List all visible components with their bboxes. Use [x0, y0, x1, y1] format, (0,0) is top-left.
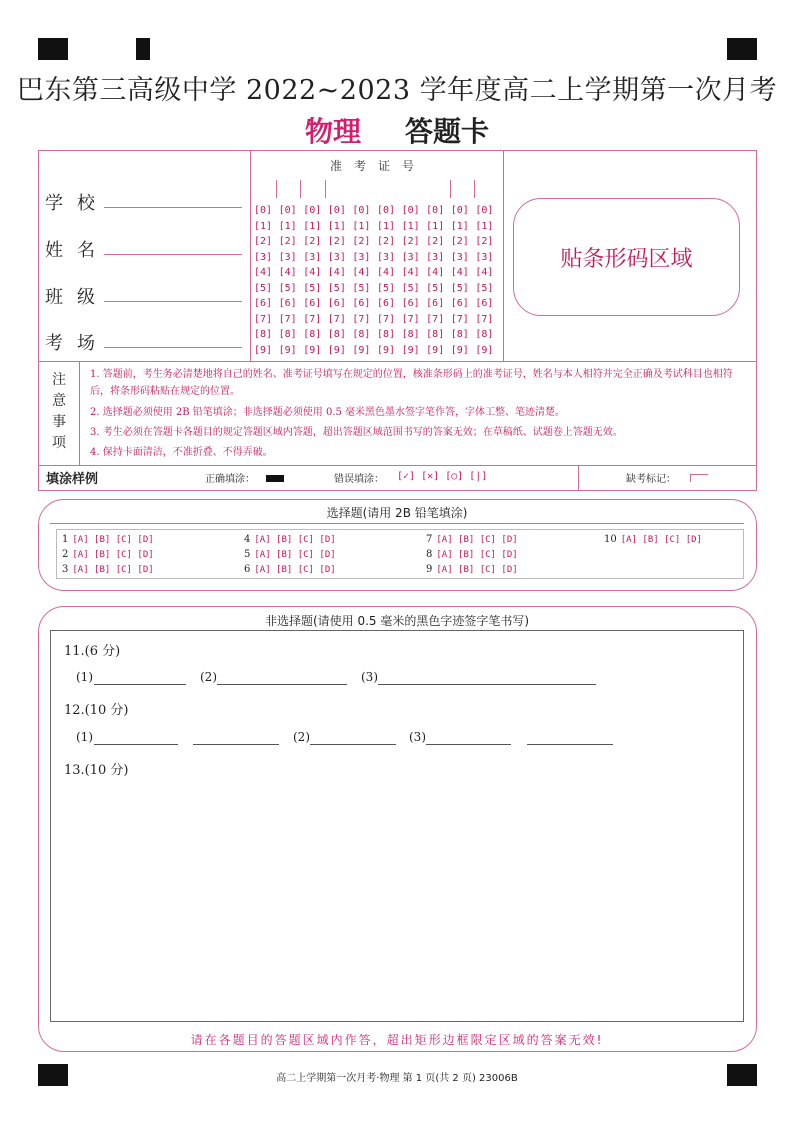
mc-answer-options[interactable]: [A] [B] [C] [D] [72, 550, 154, 560]
q11-answer-line-2[interactable] [217, 684, 347, 685]
q11-part-3: (3) [361, 670, 378, 684]
exam-id-bubble[interactable]: [9] [426, 344, 445, 356]
exam-id-bubble[interactable]: [2] [327, 236, 346, 247]
notice-item-4: 4. 保持卡面清洁，不准折叠、不得弄破。 [90, 447, 273, 458]
exam-id-bubble[interactable]: [2] [401, 236, 420, 247]
room-label: 考场 [45, 333, 109, 354]
circle-mark-icon: [○] [445, 471, 464, 482]
exam-id-bubble[interactable]: [3] [327, 251, 346, 263]
mc-answer-options[interactable]: [A] [B] [C] [D] [72, 535, 154, 545]
exam-id-bubble[interactable]: [3] [278, 251, 297, 263]
q12-answer-line-1b[interactable] [193, 744, 279, 745]
absent-divider [578, 465, 579, 491]
exam-id-bubble[interactable]: [5] [303, 282, 322, 294]
exam-id-bubble[interactable]: [7] [327, 313, 346, 325]
exam-id-bubble[interactable]: [8] [303, 329, 322, 340]
exam-id-bubble[interactable]: [0] [401, 205, 420, 216]
exam-id-bubble[interactable]: [0] [303, 205, 322, 216]
notice-heading-char: 项 [52, 435, 66, 451]
mc-question-2[interactable] [62, 549, 154, 560]
exam-id-bubble[interactable]: [8] [254, 329, 273, 340]
notice-heading-char: 意 [52, 393, 66, 409]
exam-id-bubble[interactable]: [4] [352, 267, 371, 278]
mc-question-number: 1 [62, 534, 69, 545]
mc-question-number: 6 [244, 564, 251, 575]
exam-id-bubble[interactable]: [8] [327, 329, 346, 340]
name-label: 姓名 [45, 240, 109, 261]
exam-id-bubble[interactable]: [1] [303, 220, 322, 232]
exam-id-bubble[interactable]: [0] [475, 205, 494, 216]
q12-answer-line-1a[interactable] [94, 744, 178, 745]
q12-answer-line-3a[interactable] [426, 744, 511, 745]
exam-id-bubble[interactable]: [8] [352, 329, 371, 340]
exam-id-bubble[interactable]: [6] [303, 298, 322, 309]
exam-id-bubble[interactable]: [4] [327, 267, 346, 278]
exam-id-bubble[interactable]: [2] [450, 236, 469, 247]
exam-id-bubble[interactable]: [4] [376, 267, 396, 278]
exam-id-bubble[interactable]: [9] [376, 344, 396, 356]
q12-answer-line-3b[interactable] [527, 744, 613, 745]
exam-id-bubble[interactable]: [7] [254, 313, 273, 325]
exam-id-bubble[interactable]: [7] [278, 313, 297, 325]
exam-id-bubble[interactable]: [7] [475, 313, 494, 325]
mc-question-1[interactable] [62, 534, 154, 545]
mc-question-number: 3 [62, 564, 69, 575]
exam-id-tick [276, 180, 277, 198]
exam-id-bubble[interactable]: [7] [450, 313, 469, 325]
notice-item-3: 3. 考生必须在答题卡各题目的规定答题区域内答题，超出答题区域范围书写的答案无效；在草稿纸、试题卷上答题无效。 [90, 427, 623, 438]
exam-id-bubble[interactable]: [1] [327, 220, 346, 232]
exam-id-bubble[interactable]: [5] [426, 282, 445, 294]
q11-answer-line-3[interactable] [378, 684, 596, 685]
exam-id-bubble[interactable]: [9] [254, 344, 273, 356]
exam-id-bubble[interactable]: [1] [450, 220, 469, 232]
exam-id-bubble[interactable]: [6] [426, 298, 445, 309]
exam-id-bubble[interactable]: [9] [327, 344, 346, 356]
cross-mark-icon: [✕] [421, 471, 440, 482]
mc-question-7[interactable] [426, 534, 518, 545]
exam-id-bubble[interactable]: [3] [475, 251, 494, 263]
notice-heading [48, 370, 70, 454]
exam-id-bubble[interactable]: [2] [278, 236, 297, 247]
registration-mark-top-left [38, 38, 68, 60]
exam-id-bubble[interactable]: [1] [475, 220, 494, 232]
exam-id-bubble[interactable]: [4] [426, 267, 445, 278]
exam-id-bubble[interactable]: [0] [278, 205, 297, 216]
mc-question-number: 10 [604, 534, 617, 545]
mc-question-10[interactable] [604, 534, 702, 545]
exam-id-bubble[interactable]: [6] [376, 298, 396, 309]
mc-answer-options[interactable]: [A] [B] [C] [D] [436, 535, 518, 545]
exam-id-bubble[interactable]: [0] [450, 205, 469, 216]
bar-mark-icon: [|] [469, 471, 488, 482]
name-input-line[interactable] [104, 254, 242, 255]
exam-id-bubble[interactable]: [3] [401, 251, 420, 263]
fill-example-divider [38, 465, 757, 466]
exam-id-bubble[interactable]: [0] [376, 205, 396, 216]
q11-part-2: (2) [200, 670, 217, 684]
exam-id-bubble[interactable]: [5] [376, 282, 396, 294]
exam-id-bubble[interactable]: [6] [475, 298, 494, 309]
exam-id-tick [450, 180, 451, 198]
exam-id-bubble[interactable]: [0] [426, 205, 445, 216]
exam-id-bubble[interactable]: [5] [352, 282, 371, 294]
exam-id-bubble[interactable]: [8] [401, 329, 420, 340]
q11-answer-line-1[interactable] [94, 684, 186, 685]
q12-part-1: (1) [76, 730, 93, 744]
mc-question-9[interactable] [426, 564, 518, 575]
exam-id-bubble[interactable]: [6] [450, 298, 469, 309]
question-11-label: 11.(6 分) [64, 644, 121, 659]
exam-id-bubble[interactable]: [7] [426, 313, 445, 325]
mc-question-number: 9 [426, 564, 433, 575]
class-label: 班级 [45, 287, 109, 308]
exam-id-bubble[interactable]: [2] [352, 236, 371, 247]
notice-heading-char: 注 [52, 372, 66, 388]
exam-id-bubble-grid[interactable] [254, 205, 500, 360]
exam-id-bubble[interactable]: [3] [376, 251, 396, 263]
mc-title-rule [50, 523, 744, 524]
absent-mark-box[interactable] [690, 474, 708, 482]
exam-id-bubble[interactable]: [4] [475, 267, 494, 278]
mc-question-number: 2 [62, 549, 69, 560]
exam-id-bubble[interactable]: [3] [352, 251, 371, 263]
question-13-label: 13.(10 分) [64, 763, 129, 778]
room-input-line[interactable] [104, 347, 242, 348]
exam-id-bubble[interactable]: [8] [278, 329, 297, 340]
barcode-label: 贴条形码区域 [560, 246, 693, 272]
mc-answer-options[interactable]: [A] [B] [C] [D] [254, 565, 336, 575]
check-mark-icon: [✓] [397, 471, 416, 482]
exam-id-bubble[interactable]: [6] [254, 298, 273, 309]
mc-answer-options[interactable]: [A] [B] [C] [D] [620, 535, 703, 545]
exam-id-tick [474, 180, 475, 198]
exam-id-bubble[interactable]: [9] [475, 344, 494, 356]
exam-id-bubble[interactable]: [9] [450, 344, 469, 356]
exam-id-bubble[interactable]: [6] [401, 298, 420, 309]
mc-question-4[interactable] [244, 534, 336, 545]
mc-question-5[interactable] [244, 549, 336, 560]
fill-example-label: 填涂样例 [46, 472, 99, 487]
exam-id-bubble[interactable]: [0] [254, 205, 273, 216]
school-input-line[interactable] [104, 207, 242, 208]
exam-id-bubble[interactable]: [1] [278, 220, 297, 232]
exam-id-bubble[interactable]: [7] [303, 313, 322, 325]
class-input-line[interactable] [104, 301, 242, 302]
mc-question-number: 8 [426, 549, 433, 560]
exam-id-bubble[interactable]: [4] [303, 267, 322, 278]
exam-id-bubble[interactable]: [0] [327, 205, 346, 216]
exam-id-bubble[interactable]: [1] [352, 220, 371, 232]
exam-id-bubble[interactable]: [1] [254, 220, 273, 232]
notice-heading-char: 事 [52, 414, 66, 430]
absent-label: 缺考标记： [626, 474, 676, 485]
registration-mark-top-center [136, 38, 150, 60]
exam-id-bubble[interactable]: [2] [426, 236, 445, 247]
exam-id-bubble[interactable]: [4] [254, 267, 273, 278]
exam-id-tick [300, 180, 301, 198]
mc-section-title: 选择题(请用 2B 铅笔填涂) [326, 506, 468, 520]
exam-id-bubble[interactable]: [7] [401, 313, 420, 325]
exam-id-bubble[interactable]: [2] [475, 236, 494, 247]
mc-question-number: 5 [244, 549, 251, 560]
wrong-fill-samples [397, 471, 487, 482]
question-12-label: 12.(10 分) [64, 703, 129, 718]
mc-question-number: 4 [244, 534, 251, 545]
exam-id-bubble[interactable]: [2] [254, 236, 273, 247]
mc-question-number: 7 [426, 534, 433, 545]
free-section-title: 非选择题(请使用 0.5 毫米的黑色字迹签字笔书写) [264, 614, 530, 628]
exam-id-bubble[interactable]: [8] [426, 329, 445, 340]
exam-id-bubble[interactable]: [2] [303, 236, 322, 247]
exam-id-bubble[interactable]: [9] [278, 344, 297, 356]
exam-id-bubble[interactable]: [4] [278, 267, 297, 278]
exam-id-bubble[interactable]: [3] [254, 251, 273, 263]
notice-divider [79, 361, 80, 465]
exam-id-bubble[interactable]: [9] [352, 344, 371, 356]
exam-id-bubble[interactable]: [6] [327, 298, 346, 309]
barcode-area [513, 198, 740, 316]
card-title: 答题卡 [405, 115, 490, 148]
exam-id-tick [325, 180, 326, 198]
exam-id-bubble[interactable]: [7] [352, 313, 371, 325]
exam-id-bubble[interactable]: [5] [254, 282, 273, 294]
boundary-warning: 请在各题目的答题区域内作答，超出矩形边框限定区域的答案无效! [190, 1033, 604, 1047]
mc-answer-options[interactable]: [A] [B] [C] [D] [436, 550, 518, 560]
exam-id-bubble[interactable]: [5] [278, 282, 297, 294]
exam-id-bubble[interactable]: [1] [401, 220, 420, 232]
exam-id-bubble[interactable]: [3] [303, 251, 322, 263]
info-divider-left [250, 150, 251, 362]
wrong-fill-label: 错误填涂： [334, 474, 384, 485]
exam-id-bubble[interactable]: [3] [450, 251, 469, 263]
exam-id-bubble[interactable]: [2] [376, 236, 396, 247]
mc-answer-options[interactable]: [A] [B] [C] [D] [72, 565, 154, 575]
q12-part-2: (2) [293, 730, 310, 744]
exam-id-bubble[interactable]: [6] [278, 298, 297, 309]
q11-part-1: (1) [76, 670, 93, 684]
info-divider-right [503, 150, 504, 362]
mc-answer-options[interactable]: [A] [B] [C] [D] [254, 550, 336, 560]
correct-fill-sample [266, 475, 284, 482]
exam-id-bubble[interactable]: [9] [401, 344, 420, 356]
mc-question-8[interactable] [426, 549, 518, 560]
card-heading [0, 110, 794, 150]
mc-answer-options[interactable]: [A] [B] [C] [D] [436, 565, 518, 575]
correct-fill-label: 正确填涂： [205, 474, 255, 485]
registration-mark-top-right [727, 38, 757, 60]
mc-answer-options[interactable]: [A] [B] [C] [D] [254, 535, 336, 545]
mc-question-6[interactable] [244, 564, 336, 575]
exam-id-bubble[interactable]: [8] [450, 329, 469, 340]
exam-id-bubble[interactable]: [5] [450, 282, 469, 294]
exam-id-bubble[interactable]: [5] [401, 282, 420, 294]
exam-id-bubble[interactable]: [9] [303, 344, 322, 356]
free-answer-frame[interactable] [50, 630, 744, 1022]
exam-id-bubble[interactable]: [3] [426, 251, 445, 263]
q12-answer-line-2[interactable] [310, 744, 396, 745]
page-footer: 高二上学期第一次月考·物理 第 1 页(共 2 页) 23006B [276, 1073, 518, 1084]
exam-id-bubble[interactable]: [8] [376, 329, 396, 340]
notice-item-2: 2. 选择题必须使用 2B 铅笔填涂；非选择题必须使用 0.5 毫米黑色墨水签字笔作答，字体工整、笔迹清楚。 [90, 407, 566, 418]
exam-id-title: 准考证号 [329, 159, 426, 173]
exam-id-bubble[interactable]: [5] [475, 282, 494, 294]
exam-id-bubble[interactable]: [6] [352, 298, 371, 309]
exam-id-bubble[interactable]: [0] [352, 205, 371, 216]
notice-item-1: 1. 答题前，考生务必清楚地将自己的姓名、准考证号填写在规定的位置，核准条形码上的准考证号，姓名与本人相符并完全正确及考试科目也相符后，将条形码粘贴在规定的位置。 [90, 369, 733, 397]
exam-id-bubble[interactable]: [4] [450, 267, 469, 278]
exam-title: 巴东第三高级中学 2022~2023 学年度高二上学期第一次月考 [16, 75, 778, 106]
exam-id-bubble[interactable]: [4] [401, 267, 420, 278]
school-label: 学校 [45, 193, 109, 214]
subject-name: 物理 [304, 115, 361, 148]
exam-id-bubble[interactable]: [1] [426, 220, 445, 232]
exam-id-bubble[interactable]: [5] [327, 282, 346, 294]
mc-question-3[interactable] [62, 564, 154, 575]
exam-id-bubble[interactable]: [8] [475, 329, 494, 340]
exam-id-bubble[interactable]: [1] [376, 220, 396, 232]
exam-id-bubble[interactable]: [7] [376, 313, 396, 325]
q12-part-3: (3) [409, 730, 426, 744]
